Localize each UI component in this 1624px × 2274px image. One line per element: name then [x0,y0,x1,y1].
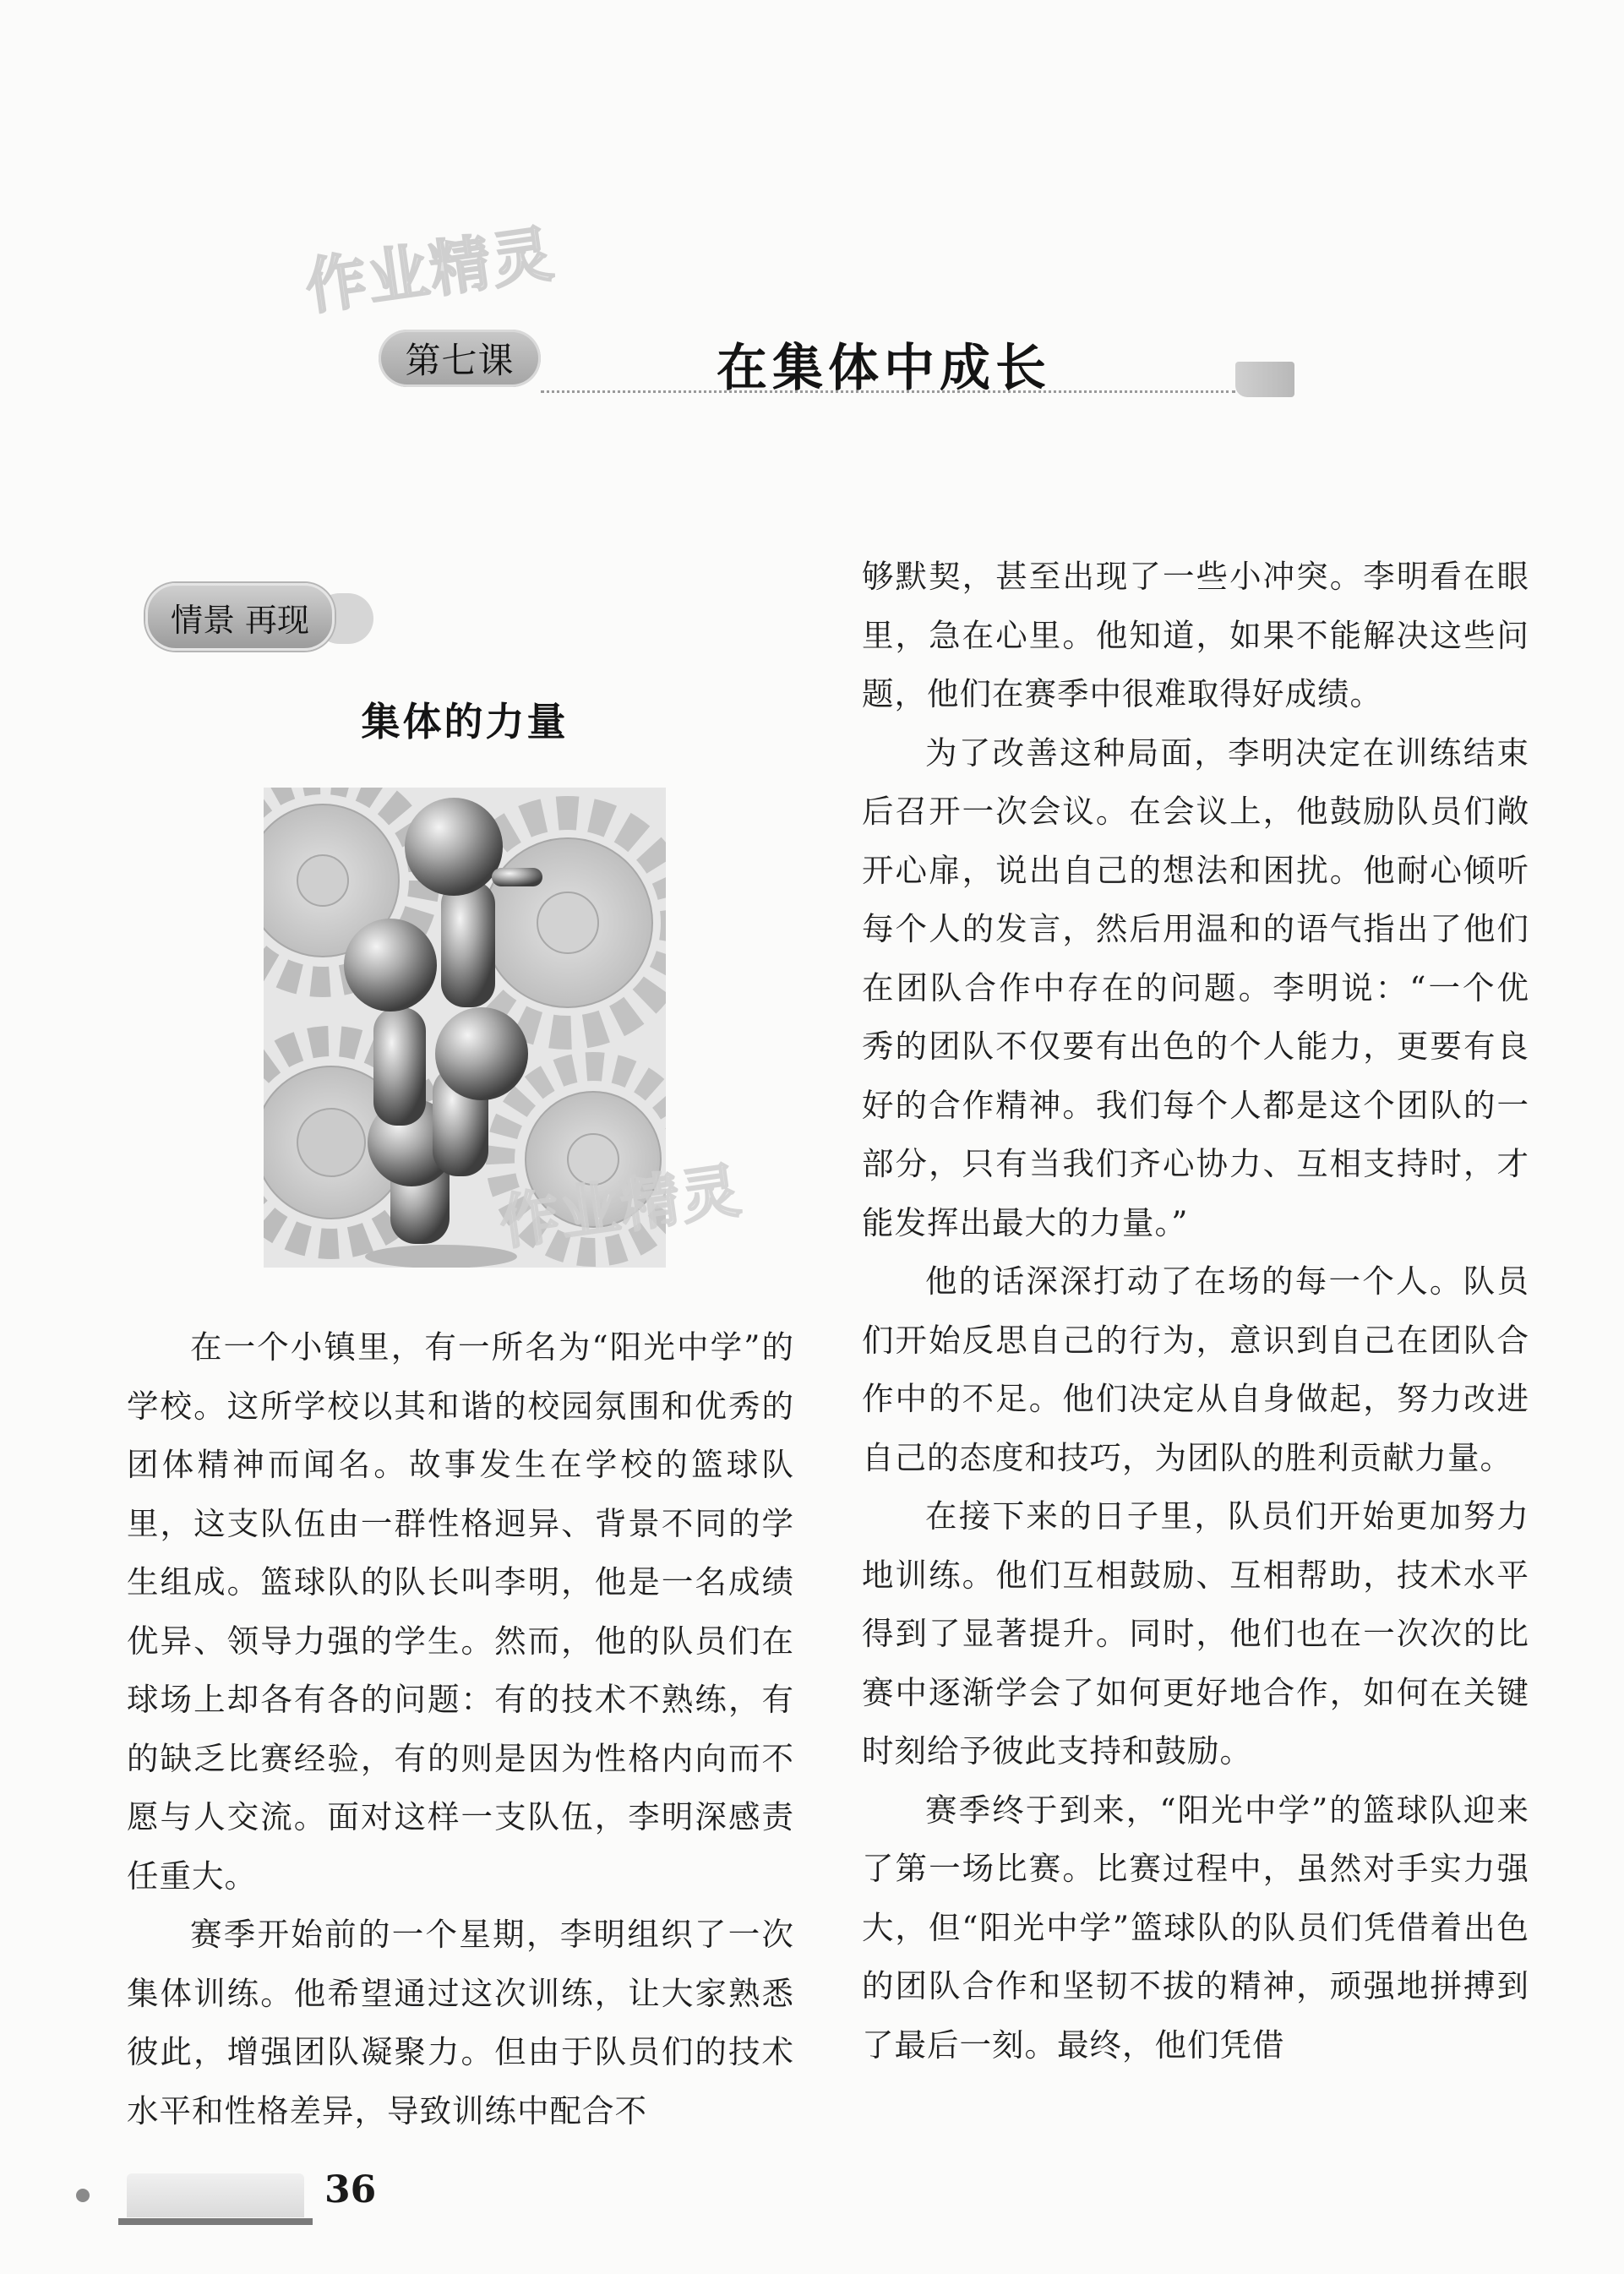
story-title: 集体的力量 [361,699,569,744]
paragraph: 赛季开始前的一个星期，李明组织了一次集体训练。他希望通过这次训练，让大家熟悉彼此，增强团队凝聚力。但由于队员们的技术水平和性格差异，导致训练中配合不 [127,1916,794,2129]
footer-ornament-dot [76,2189,90,2202]
title-divider-ornament [1235,362,1294,397]
lesson-title: 在集体中成长 [717,339,1051,398]
lesson-number-badge: 第七课 [379,330,541,387]
right-text-column [862,548,1529,2075]
title-divider [541,390,1235,393]
paragraph: 在接下来的日子里，队员们开始更加努力地训练。他们互相鼓励、互相帮助，技术水平得到了显著提升。同时，他们也在一次次的比赛中逐渐学会了如何更好地合作，如何在关键时刻给予彼此支持和鼓励。 [862,1497,1529,1770]
footer-bar [118,2218,313,2225]
paragraph: 在一个小镇里，有一所名为“阳光中学”的学校。这所学校以其和谐的校园氛围和优秀的团体精神而闻名。故事发生在学校的篮球队里，这支队伍由一群性格迥异、背景不同的学生组成。篮球队的队长叫李明，他是一名成绩优异、领导力强的学生。然而，他的队员们在球场上却各有各的问题：有的技术不熟练，有的缺乏比赛经验，有的则是因为性格内向而不愿与人交流。面对这样一支队伍，李明深感责任重大。 [127,1328,794,1895]
paragraph: 他的话深深打动了在场的每一个人。队员们开始反思自己的行为，意识到自己在团队合作中的不足。他们决定从自身做起，努力改进自己的态度和技巧，为团队的胜利贡献力量。 [862,1262,1529,1476]
section-badge: 情景 再现 [145,583,335,651]
watermark-middle: 作业精灵 [495,1155,747,1258]
left-text-column [127,1318,794,2140]
footer-tab [127,2173,304,2217]
watermark-top: 作业精灵 [301,217,559,324]
paragraph: 为了改善这种局面，李明决定在训练结束后召开一次会议。在会议上，他鼓励队员们敞开心扉，说出自己的想法和困扰。他耐心倾听每个人的发言，然后用温和的语气指出了他们在团队合作中存在的问题。李明说：“一个优秀的团队不仅要有出色的个人能力，更要有良好的合作精神。我们每个人都是这个团队的一部分，只有当我们齐心协力、互相支持时，才能发挥出最大的力量。” [862,733,1529,1241]
page-number: 36 [324,2168,377,2211]
paragraph: 够默契，甚至出现了一些小冲突。李明看在眼里，急在心里。他知道，如果不能解决这些问题，他们在赛季中很难取得好成绩。 [862,558,1529,712]
paragraph: 赛季终于到来，“阳光中学”的篮球队迎来了第一场比赛。比赛过程中，虽然对手实力强大，但“阳光中学”篮球队的队员们凭借着出色的团队合作和坚韧不拔的精神，顽强地拼搏到了最后一刻。最终，他们凭借 [862,1791,1529,2064]
